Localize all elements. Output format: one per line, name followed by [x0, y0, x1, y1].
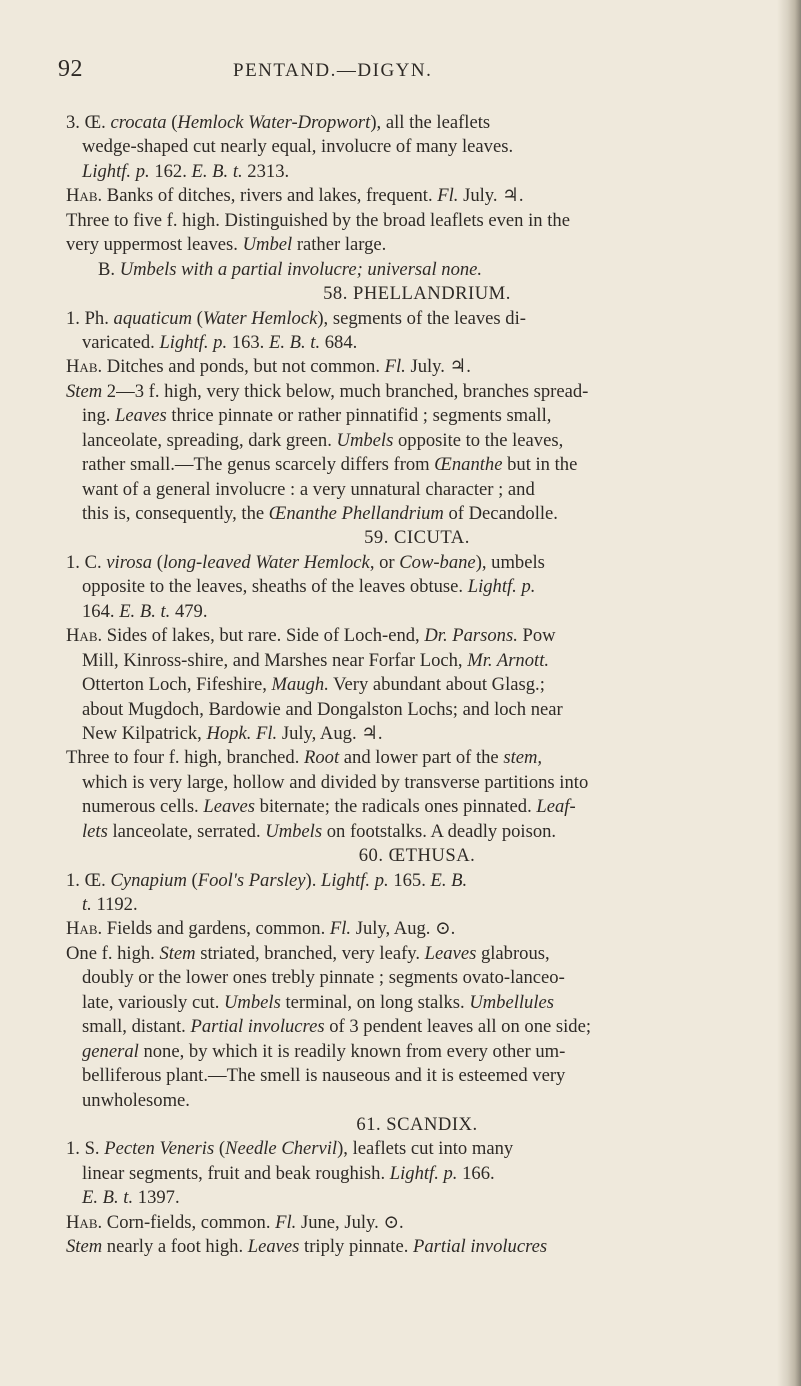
- text-run: but in the: [502, 454, 578, 476]
- text-run: 1. Ph.: [66, 307, 114, 329]
- italic-text: Fl.: [329, 918, 352, 940]
- text-run: numerous cells.: [82, 796, 204, 818]
- species-entry-line: [66, 111, 768, 135]
- italic-text: Mr. Arnott.: [467, 649, 550, 671]
- text-run: July, Aug. ♃.: [277, 722, 383, 744]
- text-run: 61. SCANDIX.: [356, 1113, 478, 1135]
- text-run: striated, branched, very leafy.: [195, 942, 425, 964]
- text-run: very uppermost leaves.: [66, 234, 243, 256]
- species-entry-continuation: [66, 893, 768, 917]
- text-run: July. ♃.: [458, 185, 524, 207]
- text-run: 58. PHELLANDRIUM.: [323, 283, 511, 305]
- italic-text: Lightf. p.: [389, 1162, 458, 1184]
- text-run: 1. S.: [66, 1138, 105, 1160]
- italic-text: Leaves: [247, 1236, 300, 1258]
- italic-text: Stem: [66, 380, 103, 402]
- italic-text: aquaticum: [113, 307, 193, 329]
- species-entry-continuation: [66, 600, 768, 624]
- species-entry-continuation: [66, 160, 768, 184]
- italic-text: E. B. t.: [82, 1187, 134, 1209]
- habitat-note-line: [66, 355, 768, 379]
- italic-text: general: [82, 1040, 139, 1062]
- italic-text: Needle Chervil: [225, 1138, 338, 1160]
- italic-text: Stem: [159, 942, 196, 964]
- text-run: 1397.: [133, 1187, 180, 1209]
- text-run: (: [152, 551, 163, 573]
- habitat-note-continuation: [66, 1015, 768, 1039]
- italic-text: lets: [82, 820, 108, 842]
- italic-text: Dr. Parsons.: [424, 625, 518, 647]
- italic-text: Hopk.: [206, 722, 252, 744]
- text-run: unwholesome.: [82, 1089, 190, 1111]
- text-run: 164.: [82, 600, 120, 622]
- habitat-label: Hab.: [66, 1211, 103, 1233]
- italic-text: Maugh.: [271, 674, 329, 696]
- text-run: June, July. ⊙.: [296, 1211, 404, 1233]
- text-run: (: [214, 1138, 226, 1160]
- italic-text: Lightf. p.: [82, 160, 150, 182]
- text-run: July, Aug. ⊙.: [351, 918, 456, 940]
- habitat-note-continuation: [66, 722, 768, 746]
- italic-text: Umbels with a partial involucre; universal none.: [119, 258, 483, 280]
- text-run: Sides of lakes, but rare. Side of Loch-end,: [102, 625, 425, 647]
- habitat-note-continuation: [66, 1089, 768, 1113]
- italic-text: t.: [82, 894, 92, 915]
- italic-text: Partial involucres: [413, 1236, 548, 1258]
- italic-text: Root: [304, 747, 340, 769]
- text-run: , or: [369, 551, 400, 573]
- text-run: (: [166, 112, 178, 133]
- species-entry-line: [66, 551, 768, 575]
- italic-text: Cynapium: [110, 869, 187, 891]
- text-run: (: [192, 307, 203, 329]
- habitat-note-continuation: [66, 478, 768, 502]
- italic-text: Leaves: [424, 942, 477, 964]
- text-run: 684.: [320, 331, 358, 353]
- italic-text: Fool's Parsley: [197, 869, 306, 891]
- species-entry-continuation: [66, 1162, 768, 1186]
- habitat-label: Hab.: [66, 185, 103, 207]
- text-run: 1. C.: [66, 551, 107, 573]
- italic-text: stem,: [503, 747, 543, 769]
- habitat-note-continuation: [66, 1064, 768, 1088]
- italic-text: Umbels: [265, 820, 323, 842]
- text-run: Very abundant about Glasg.;: [328, 674, 545, 696]
- species-entry-line: [66, 869, 768, 893]
- text-run: wedge-shaped cut nearly equal, involucre of many leaves.: [82, 136, 514, 158]
- text-run: ), all the leaflets: [370, 112, 491, 133]
- italic-text: E. B. t.: [268, 331, 321, 353]
- habitat-note-continuation: [66, 453, 768, 477]
- genus-heading: [66, 844, 768, 868]
- text-run: ing.: [82, 405, 116, 427]
- species-entry-line: [66, 1137, 768, 1161]
- habitat-note-line: [66, 380, 768, 404]
- page-edge: [777, 0, 801, 1386]
- habitat-note-continuation: [66, 795, 768, 819]
- italic-text: Fl.: [275, 1211, 297, 1233]
- section-subheading: [66, 258, 768, 282]
- text-run: lanceolate, spreading, dark green.: [82, 429, 337, 451]
- text-run: One f. high.: [66, 942, 160, 964]
- text-run: rather small.—The genus scarcely differs from: [82, 454, 435, 476]
- habitat-note-line: [66, 184, 768, 208]
- text-run: Otterton Loch, Fifeshire,: [82, 674, 272, 696]
- italic-text: Hemlock Water-Dropwort: [177, 112, 371, 133]
- italic-text: E. B. t.: [119, 600, 171, 622]
- habitat-note-continuation: [66, 966, 768, 990]
- italic-text: Fl.: [256, 722, 278, 744]
- text-run: and lower part of the: [339, 747, 504, 769]
- text-run: 2313.: [242, 160, 290, 182]
- italic-text: Fl.: [437, 185, 459, 207]
- habitat-label: Hab.: [66, 356, 103, 378]
- italic-text: Fl.: [384, 356, 406, 378]
- text-run: rather large.: [292, 234, 387, 256]
- text-run: ), umbels: [475, 551, 545, 573]
- text-run: glabrous,: [476, 942, 550, 964]
- habitat-note-continuation: [66, 429, 768, 453]
- species-entry-continuation: [66, 575, 768, 599]
- text-run: Ditches and ponds, but not common.: [102, 356, 385, 378]
- text-run: Three to four f. high, branched.: [66, 747, 305, 769]
- italic-text: crocata: [110, 112, 167, 133]
- text-run: Three to five f. high. Distinguished by the broad leaflets even in the: [66, 209, 570, 231]
- italic-text: Œnanthe Phellandrium: [268, 503, 444, 524]
- species-entry-continuation: [66, 135, 768, 159]
- text-run: 162.: [149, 160, 192, 182]
- page-body-text: [66, 111, 768, 1260]
- italic-text: Umbels: [224, 991, 281, 1013]
- habitat-note-continuation: [66, 649, 768, 673]
- habitat-note-continuation: [66, 698, 768, 722]
- habitat-note-line: [66, 746, 768, 770]
- habitat-note-continuation: [66, 502, 768, 526]
- text-run: 479.: [170, 600, 208, 622]
- text-run: July. ♃.: [405, 356, 471, 378]
- text-run: B.: [98, 258, 120, 280]
- text-run: 165.: [388, 869, 431, 891]
- habitat-label: Hab.: [66, 625, 103, 647]
- text-run: nearly a foot high.: [102, 1236, 248, 1258]
- running-head: PENTAND.—DIGYN.: [233, 60, 433, 81]
- text-run: small, distant.: [82, 1016, 191, 1038]
- text-run: Banks of ditches, rivers and lakes, frequent.: [102, 185, 438, 207]
- text-run: of 3 pendent leaves all on one side;: [324, 1016, 592, 1038]
- text-run: ).: [305, 869, 321, 891]
- text-run: thrice pinnate or rather pinnatifid ; segments small,: [166, 405, 552, 427]
- text-run: Mill, Kinross-shire, and Marshes near Forfar Loch,: [82, 649, 468, 671]
- italic-text: Water Hemlock: [202, 307, 318, 329]
- text-run: belliferous plant.—The smell is nauseous and it is esteemed very: [82, 1065, 566, 1087]
- text-run: this is, consequently, the: [82, 503, 269, 524]
- italic-text: Cow-bane: [399, 551, 476, 573]
- text-run: doubly or the lower ones trebly pinnate ; segments ovato-lanceo-: [82, 967, 565, 989]
- text-run: triply pinnate.: [299, 1236, 414, 1258]
- text-run: 60. ŒTHUSA.: [358, 845, 476, 867]
- italic-text: E. B.: [430, 869, 468, 891]
- italic-text: E. B. t.: [191, 160, 243, 182]
- italic-text: Lightf. p.: [159, 331, 228, 353]
- habitat-note-line: [66, 1235, 768, 1259]
- species-entry-continuation: [66, 331, 768, 355]
- habitat-note-line: [66, 917, 768, 941]
- text-run: ), leaflets cut into many: [337, 1138, 514, 1160]
- text-run: Pow: [517, 625, 556, 647]
- text-run: on footstalks. A deadly poison.: [322, 820, 557, 842]
- text-run: about Mugdoch, Bardowie and Dongalston Lochs; and loch near: [82, 698, 563, 720]
- text-run: opposite to the leaves, sheaths of the leaves obtuse.: [82, 576, 468, 598]
- genus-heading: [66, 282, 768, 306]
- habitat-label: Hab.: [66, 918, 103, 940]
- habitat-note-continuation: [66, 991, 768, 1015]
- italic-text: Partial involucres: [190, 1016, 325, 1038]
- italic-text: Leaves: [203, 796, 255, 818]
- text-run: 166.: [457, 1162, 495, 1184]
- genus-heading: [66, 526, 768, 550]
- genus-heading: [66, 1113, 768, 1137]
- italic-text: Pecten Veneris: [104, 1138, 215, 1160]
- italic-text: virosa: [106, 551, 153, 573]
- species-entry-continuation: [66, 1186, 768, 1210]
- text-run: lanceolate, serrated.: [107, 820, 266, 842]
- habitat-note-continuation: [66, 673, 768, 697]
- text-run: 59. CICUTA.: [364, 527, 470, 549]
- habitat-note-continuation: [66, 771, 768, 795]
- text-run: 163.: [227, 331, 269, 353]
- text-run: none, by which it is readily known from every other um-: [138, 1040, 566, 1062]
- text-run: opposite to the leaves,: [393, 429, 564, 451]
- text-run: ), segments of the leaves di-: [317, 307, 526, 329]
- text-run: want of a general involucre : a very unnatural character ; and: [82, 478, 535, 500]
- habitat-note-continuation: [66, 820, 768, 844]
- italic-text: Lightf. p.: [321, 869, 389, 891]
- italic-text: Leaves: [115, 405, 167, 427]
- text-run: Fields and gardens, common.: [102, 918, 330, 940]
- habitat-note-line: [66, 233, 768, 257]
- italic-text: Lightf. p.: [467, 576, 536, 598]
- text-run: of Decandolle.: [443, 503, 558, 524]
- italic-text: Œnanthe: [434, 454, 503, 476]
- species-entry-line: [66, 307, 768, 331]
- text-run: late, variously cut.: [82, 991, 224, 1013]
- italic-text: long-leaved Water Hemlock: [162, 551, 370, 573]
- text-run: linear segments, fruit and beak roughish.: [82, 1162, 390, 1184]
- italic-text: Stem: [66, 1236, 103, 1258]
- text-run: 1. Œ.: [66, 869, 111, 891]
- habitat-note-line: [66, 1211, 768, 1235]
- italic-text: Umbellules: [469, 991, 555, 1013]
- italic-text: Leaf-: [536, 796, 576, 818]
- habitat-note-continuation: [66, 1040, 768, 1064]
- habitat-note-continuation: [66, 404, 768, 428]
- text-run: New Kilpatrick,: [82, 722, 207, 744]
- italic-text: Umbel: [242, 234, 293, 256]
- text-run: which is very large, hollow and divided by transverse partitions into: [82, 771, 589, 793]
- habitat-note-line: [66, 942, 768, 966]
- text-run: 2—3 f. high, very thick below, much branched, branches spread-: [102, 380, 589, 402]
- page-header: [58, 56, 758, 92]
- page-number: 92: [58, 56, 83, 82]
- habitat-note-line: [66, 209, 768, 233]
- italic-text: Umbels: [336, 429, 394, 451]
- habitat-note-line: [66, 624, 768, 648]
- text-run: varicated.: [82, 331, 160, 353]
- text-run: (: [186, 869, 198, 891]
- text-run: terminal, on long stalks.: [280, 991, 470, 1013]
- text-run: 1192.: [91, 894, 138, 915]
- text-run: 3. Œ.: [66, 112, 111, 133]
- text-run: biternate; the radicals ones pinnated.: [255, 796, 537, 818]
- text-run: Corn-fields, common.: [102, 1211, 276, 1233]
